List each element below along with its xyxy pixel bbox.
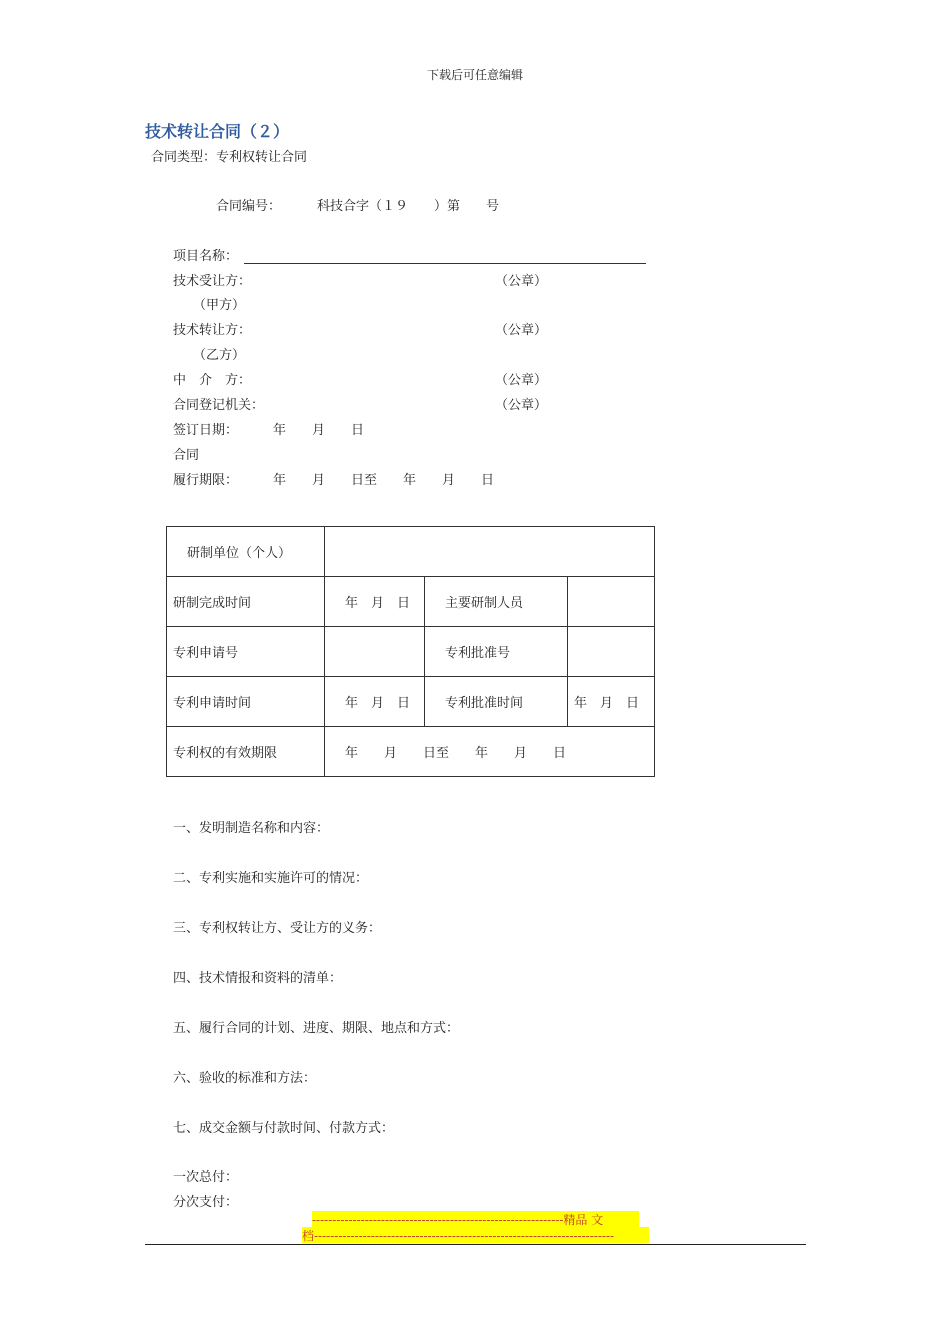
table-cell-value: [568, 627, 655, 677]
table-cell-value: [568, 577, 655, 627]
term-label-line2: 履行期限：: [173, 473, 239, 488]
contract-number-text: 科技合字（１９ ）第 号: [317, 199, 500, 214]
table-cell-date: 年 月 日: [325, 677, 425, 727]
project-name-row: [173, 245, 646, 264]
table-cell-value: 年 月 日至 年 月 日: [325, 727, 655, 777]
sign-date-value: 年 月 日: [273, 423, 365, 438]
table-cell-date: 年 月 日: [568, 677, 655, 727]
section-heading: 二、专利实施和实施许可的情况：: [173, 871, 369, 886]
payment-lump-sum: 一次总付：: [173, 1170, 239, 1185]
party-sub-b: （乙方）: [193, 348, 246, 363]
table-cell-label: 专利权的有效期限: [167, 727, 325, 777]
header-note: 下载后可任意编辑: [426, 68, 523, 82]
footer-watermark-line1: --------------------------------------------------------------精品 文: [312, 1211, 639, 1227]
seal-transferor: （公章）: [495, 323, 548, 338]
table-row: [167, 577, 655, 627]
document-title: 技术转让合同（２）: [145, 122, 290, 141]
project-name-line: [244, 249, 646, 264]
seal-intermediary: （公章）: [495, 373, 548, 388]
table-cell-label: 主要研制人员: [425, 577, 568, 627]
payment-installments: 分次支付：: [173, 1195, 239, 1210]
table-row: [167, 527, 655, 577]
table-cell-label: 专利批准号: [425, 627, 568, 677]
seal-registry: （公章）: [495, 398, 548, 413]
section-heading: 六、验收的标准和方法：: [173, 1071, 317, 1086]
term-label-line1: 合同: [173, 448, 200, 463]
party-label-transferee: 技术受让方：: [173, 274, 252, 289]
party-label-transferor: 技术转让方：: [173, 323, 252, 338]
table-cell-label: 专利批准时间: [425, 677, 568, 727]
contract-type: 合同类型：专利权转让合同: [151, 150, 308, 165]
section-heading: 一、发明制造名称和内容：: [173, 821, 330, 836]
seal-transferee: （公章）: [495, 274, 548, 289]
table-cell-value: [325, 527, 655, 577]
section-heading: 五、履行合同的计划、进度、期限、地点和方式：: [173, 1021, 460, 1036]
table-cell-label: 专利申请号: [167, 627, 325, 677]
table-row: [167, 677, 655, 727]
project-name-label: 项目名称：: [173, 249, 239, 264]
table-cell-label: 专利申请时间: [167, 677, 325, 727]
contract-number-label: 合同编号：: [216, 199, 282, 214]
table-row: [167, 627, 655, 677]
footer-watermark-line2: 档--------------------------------------------------------------------------: [302, 1227, 649, 1243]
party-label-intermediary: 中 介 方：: [173, 373, 252, 388]
sign-date-label: 签订日期：: [173, 423, 239, 438]
table-cell-date: 年 月 日: [325, 577, 425, 627]
section-heading: 三、专利权转让方、受让方的义务：: [173, 921, 382, 936]
party-sub-a: （甲方）: [193, 298, 246, 313]
section-heading: 四、技术情报和资料的清单：: [173, 971, 343, 986]
table-cell-value: [325, 627, 425, 677]
patent-info-table: [166, 526, 655, 777]
section-heading: 七、成交金额与付款时间、付款方式：: [173, 1121, 395, 1136]
table-cell-label: 研制完成时间: [167, 577, 325, 627]
footer-rule: [145, 1244, 806, 1245]
term-value: 年 月 日至 年 月 日: [273, 473, 495, 488]
table-row: [167, 727, 655, 777]
party-label-registry: 合同登记机关：: [173, 398, 265, 413]
table-cell-label: 研制单位（个人）: [167, 527, 325, 577]
